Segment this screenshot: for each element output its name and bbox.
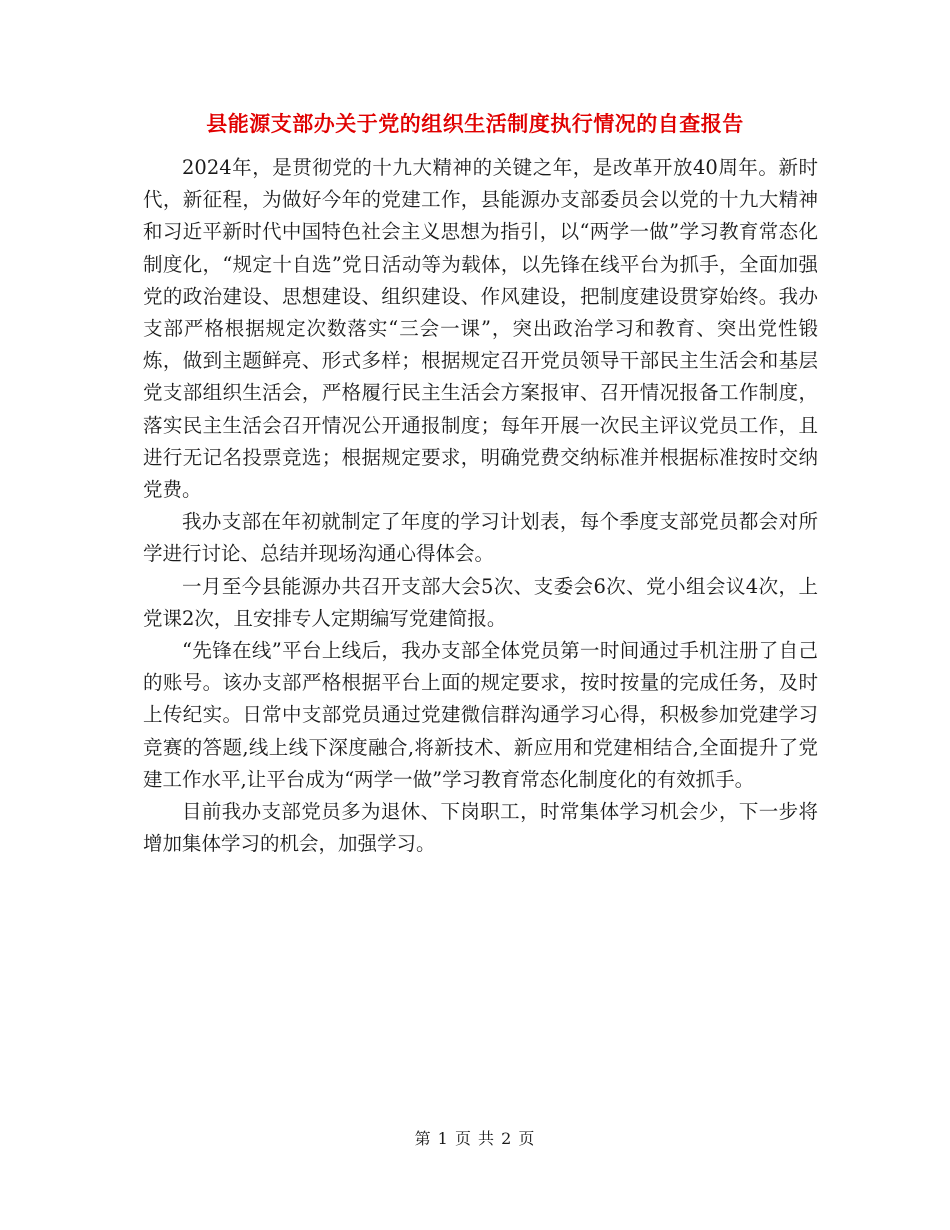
paragraph: 2024年，是贯彻党的十九大精神的关键之年，是改革开放40周年。新时代，新征程，为做好今年的党建工作，县能源办支部委员会以党的十九大精神和习近平新时代中国特色社会主义思想为指引，以“两学一做”学习教育常态化制度化，“规定十自选”党日活动等为载体，以先锋在线平台为抓手，全面加强党的政治建设、思想建设、组织建设、作风建设，把制度建设贯穿始终。我办支部严格根据规定次数落实“三会一课”，突出政治学习和教育、突出党性锻炼，做到主题鲜亮、形式多样；根据规定召开党员领导干部民主生活会和基层党支部组织生活会，严格履行民主生活会方案报审、召开情况报备工作制度，落实民主生活会召开情况公开通报制度；每年开展一次民主评议党员工作，且进行无记名投票竞选；根据规定要求，明确党费交纳标准并根据标准按时交纳党费。 <box>143 156 818 502</box>
paragraph: 一月至今县能源办共召开支部大会5次、支委会6次、党小组会议4次，上党课2次，且安排专人定期编写党建简报。 <box>143 574 818 630</box>
page-number-footer: 第 1 页 共 2 页 <box>414 1129 536 1148</box>
paragraph: 目前我办支部党员多为退休、下岗职工，时常集体学习机会少，下一步将增加集体学习的机会，加强学习。 <box>143 800 818 856</box>
document-body <box>143 152 818 860</box>
document-title: 县能源支部办关于党的组织生活制度执行情况的自查报告 <box>206 112 744 136</box>
paragraph: “先锋在线”平台上线后，我办支部全体党员第一时间通过手机注册了自己的账号。该办支部严格根据平台上面的规定要求，按时按量的完成任务，及时上传纪实。日常中支部党员通过党建微信群沟通学习心得，积极参加党建学习竞赛的答题,线上线下深度融合,将新技术、新应用和党建相结合,全面提升了党建工作水平,让平台成为“两学一做”学习教育常态化制度化的有效抓手。 <box>143 639 818 791</box>
paragraph: 我办支部在年初就制定了年度的学习计划表，每个季度支部党员都会对所学进行讨论、总结并现场沟通心得体会。 <box>143 510 818 566</box>
